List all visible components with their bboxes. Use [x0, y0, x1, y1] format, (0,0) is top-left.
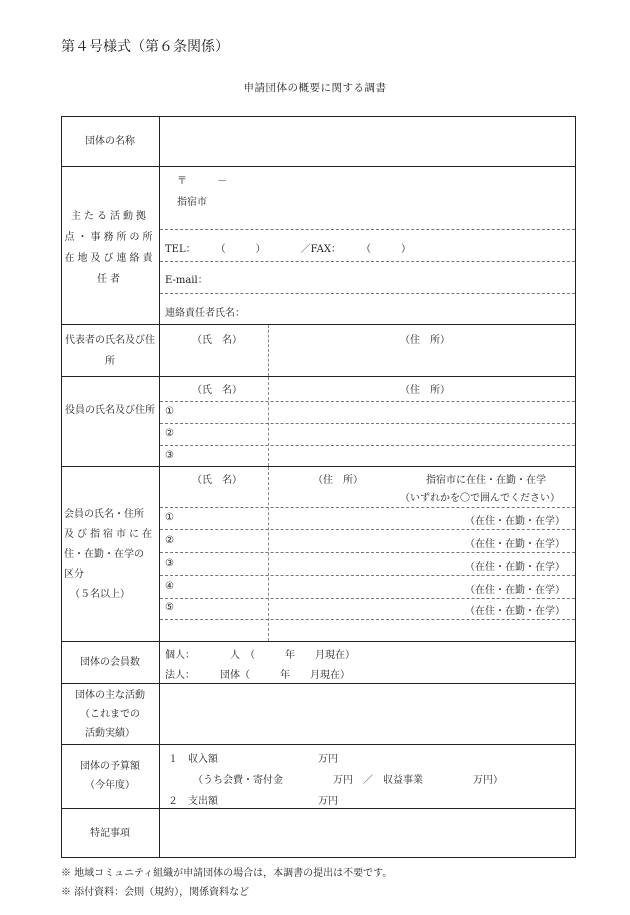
- label-line: 会員の氏名・住所: [64, 509, 144, 520]
- row-line: [61, 641, 576, 642]
- member-5[interactable]: ⑤: [165, 602, 174, 613]
- form-number: 第４号様式（第６条関係）: [61, 39, 229, 55]
- member-status-header: 指宿市に在住・在勤・在学: [426, 475, 546, 486]
- dashed-divider: [268, 325, 269, 376]
- label-line: （今年度）: [85, 780, 135, 791]
- label-line: 活動実績）: [85, 728, 135, 739]
- dashed-line: [160, 445, 575, 446]
- income-field[interactable]: １ 収入額 万円: [168, 754, 338, 765]
- dashed-line: [160, 229, 575, 230]
- label-member-count: 団体の会員数: [80, 657, 140, 668]
- tel-fax-field[interactable]: TEL： （ ） ／FAX： （ ）: [165, 244, 412, 255]
- dashed-line: [160, 529, 575, 530]
- label-column-divider: [159, 116, 160, 858]
- label-main-activity: [61, 686, 159, 743]
- city-prefix: 指宿市: [177, 197, 207, 208]
- officer-1[interactable]: ①: [165, 406, 174, 417]
- row-line: [61, 744, 576, 745]
- officer-3[interactable]: ③: [165, 450, 174, 461]
- row-line: [61, 166, 576, 167]
- member-4-status[interactable]: （在住・在勤・在学）: [465, 585, 565, 596]
- dashed-line: [160, 423, 575, 424]
- postal-code-field[interactable]: 〒 －: [177, 176, 227, 187]
- member-1[interactable]: ①: [165, 512, 174, 523]
- member-4[interactable]: ④: [165, 581, 174, 592]
- dashed-line: [160, 401, 575, 402]
- row-line: [61, 466, 576, 467]
- label-line: 及び指宿市に在: [64, 529, 155, 540]
- row-line: [61, 324, 576, 325]
- email-field[interactable]: E-mail：: [165, 275, 208, 286]
- label-members: [64, 505, 158, 605]
- footnote-1: ※ 地域コミュニティ組織が申請団体の場合は，本調書の提出は不要です。: [61, 868, 393, 879]
- dashed-line: [160, 507, 575, 508]
- dashed-divider: [268, 377, 269, 466]
- rep-name-header: （氏 名）: [192, 335, 242, 346]
- member-3-status[interactable]: （在住・在勤・在学）: [465, 562, 565, 573]
- label-line: 団体の予算額: [80, 761, 140, 772]
- dashed-line: [160, 619, 575, 620]
- income-breakdown-field[interactable]: （うち会費・寄付金 万円 ／ 収益事業 万円）: [193, 775, 503, 786]
- dashed-line: [160, 293, 575, 294]
- officer-name-header: （氏 名）: [192, 385, 242, 396]
- label-representative: 代表者の氏名及び住所: [65, 335, 155, 367]
- member-status-note: （いずれかを〇で囲んでください）: [400, 493, 560, 504]
- label-budget: [61, 757, 159, 795]
- document-title: 申請団体の概要に関する調書: [243, 82, 387, 94]
- dashed-line: [160, 575, 575, 576]
- member-2-status[interactable]: （在住・在勤・在学）: [465, 539, 565, 550]
- label-line: 住・在勤・在学の: [64, 549, 144, 560]
- row-line: [61, 376, 576, 377]
- dashed-line: [160, 261, 575, 262]
- dashed-divider: [268, 467, 269, 641]
- expense-field[interactable]: ２ 支出額 万円: [168, 796, 338, 807]
- label-special-notes: 特記事項: [90, 828, 130, 839]
- group-name-field[interactable]: [160, 117, 575, 165]
- label-officers: 役員の氏名及び住所: [65, 405, 155, 416]
- label-group-name: 団体の名称: [85, 136, 135, 147]
- corporate-count-field[interactable]: 法人： 団体（ 年 月現在）: [165, 670, 350, 681]
- individual-count-field[interactable]: 個人： 人 （ 年 月現在）: [165, 650, 355, 661]
- member-3[interactable]: ③: [165, 558, 174, 569]
- dashed-line: [160, 598, 575, 599]
- label-line: （５名以上）: [70, 589, 130, 600]
- main-activity-field[interactable]: [160, 684, 575, 743]
- member-5-status[interactable]: （在住・在勤・在学）: [465, 606, 565, 617]
- rep-address-header: （住 所）: [400, 335, 450, 346]
- label-line: 区分: [64, 569, 84, 580]
- label-line: （これまでの: [80, 709, 140, 720]
- member-1-status[interactable]: （在住・在勤・在学）: [465, 516, 565, 527]
- special-notes-field[interactable]: [160, 809, 575, 857]
- contact-person-field[interactable]: 連絡責任者氏名：: [165, 308, 245, 319]
- label-activity-base: 主たる活動拠点・事務所の所在地及び連絡責任者: [64, 211, 156, 285]
- member-2[interactable]: ②: [165, 535, 174, 546]
- dashed-line: [160, 552, 575, 553]
- member-address-header: （住 所）: [313, 475, 363, 486]
- officer-address-header: （住 所）: [400, 385, 450, 396]
- label-line: 団体の主な活動: [75, 690, 145, 701]
- member-name-header: （氏 名）: [192, 475, 242, 486]
- officer-2[interactable]: ②: [165, 428, 174, 439]
- footnote-2: ※ 添付資料：会則（規約），関係資料など: [61, 887, 250, 898]
